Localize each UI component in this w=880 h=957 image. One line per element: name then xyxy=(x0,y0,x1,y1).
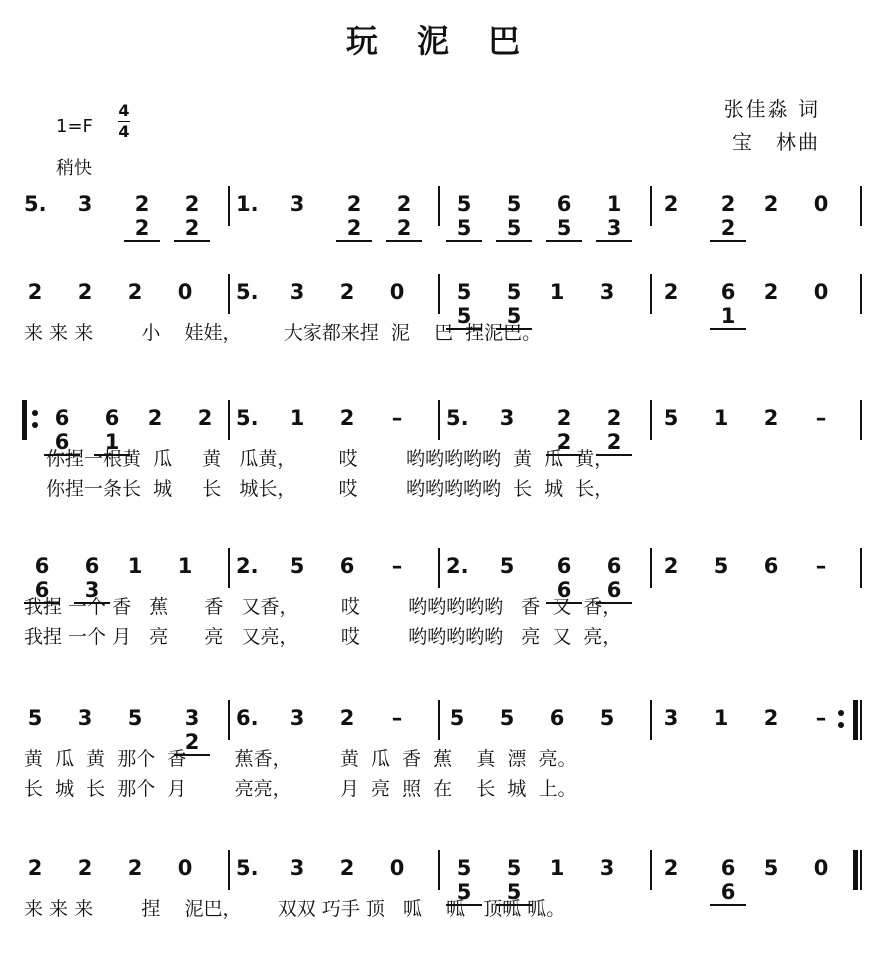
barline xyxy=(650,850,652,890)
note: 5 5 xyxy=(446,280,482,330)
note: – xyxy=(391,554,403,578)
tempo-marking: 稍快 xyxy=(56,158,92,179)
barline xyxy=(860,186,862,226)
key-label: 1=F xyxy=(56,116,93,137)
note: 2 2 xyxy=(546,406,582,456)
note: 2 2 xyxy=(386,192,422,242)
staff-line-3 xyxy=(0,400,880,454)
barline xyxy=(438,186,440,226)
note: 3 xyxy=(289,856,305,880)
time-signature xyxy=(118,102,130,141)
lyric-line: 你捏一根黄 瓜 黄 瓜黄， 哎 哟哟哟哟哟 黄 瓜 黄， xyxy=(46,448,614,470)
note: 2 2 xyxy=(336,192,372,242)
barline xyxy=(650,400,652,440)
barline xyxy=(438,548,440,588)
note: 2 xyxy=(127,280,143,304)
note: 1 xyxy=(713,406,729,430)
barline xyxy=(228,548,230,588)
barline xyxy=(650,548,652,588)
barline xyxy=(860,548,862,588)
note: 5 5 xyxy=(496,856,532,906)
note: 2 xyxy=(663,856,679,880)
note: 3 xyxy=(77,706,93,730)
note: 2 xyxy=(339,280,355,304)
note: 2 xyxy=(339,856,355,880)
note: 5 xyxy=(713,554,729,578)
note: 2 xyxy=(763,406,779,430)
note: 3 xyxy=(289,192,305,216)
note: 5 xyxy=(449,706,465,730)
note: 5 xyxy=(127,706,143,730)
note: 6 6 xyxy=(546,554,582,604)
note: – xyxy=(391,706,403,730)
barline xyxy=(438,700,440,740)
lyric-line: 黄 瓜 黄 那个 香 蕉香， 黄 瓜 香 蕉 真 漂 亮。 xyxy=(24,748,577,770)
time-bottom: 4 xyxy=(118,122,130,141)
note: 0 xyxy=(177,856,193,880)
note: 1 3 xyxy=(596,192,632,242)
note: 5. xyxy=(236,280,259,304)
lyricist-credit: 张佳淼 词 xyxy=(723,97,820,121)
note: 0 xyxy=(389,856,405,880)
note: 6 6 xyxy=(44,406,80,456)
barline xyxy=(860,400,862,440)
repeat-end-dots xyxy=(838,708,844,732)
note: 6 6 xyxy=(24,554,60,604)
note: 2 2 xyxy=(596,406,632,456)
note: 2 xyxy=(127,856,143,880)
note: 3 xyxy=(289,280,305,304)
note: 3 xyxy=(499,406,515,430)
note: 5. xyxy=(236,856,259,880)
staff-line-5 xyxy=(0,700,880,754)
note: 5 xyxy=(663,406,679,430)
barline xyxy=(860,274,862,314)
note: 5 xyxy=(763,856,779,880)
note: 5 5 xyxy=(446,856,482,906)
note: 2 2 xyxy=(710,192,746,242)
note: 1. xyxy=(236,192,259,216)
note: 0 xyxy=(813,280,829,304)
note: 5 5 xyxy=(446,192,482,242)
barline xyxy=(228,274,230,314)
note: 6 3 xyxy=(74,554,110,604)
note: 2. xyxy=(446,554,469,578)
lyric-line: 长 城 长 那个 月 亮亮， 月 亮 照 在 长 城 上。 xyxy=(24,778,577,800)
note: 5. xyxy=(24,192,47,216)
note: 6 1 xyxy=(94,406,130,456)
barline xyxy=(860,850,862,890)
note: 6 xyxy=(339,554,355,578)
composer-credit: 宝 林曲 xyxy=(732,130,820,154)
lyric-line: 你捏一条长 城 长 城长， 哎 哟哟哟哟哟 长 城 长， xyxy=(46,478,614,500)
note: 0 xyxy=(813,856,829,880)
note: 5 xyxy=(27,706,43,730)
note: 2 xyxy=(77,280,93,304)
note: 2 xyxy=(763,706,779,730)
staff-line-2 xyxy=(0,274,880,328)
note: 2 xyxy=(663,554,679,578)
lyric-line: 来 来 来 小 娃娃， 大家都来捏 泥 巴 捏泥巴。 xyxy=(24,322,542,344)
note: 2 xyxy=(27,856,43,880)
barline xyxy=(228,186,230,226)
note: 0 xyxy=(177,280,193,304)
note: 6 5 xyxy=(546,192,582,242)
barline xyxy=(438,274,440,314)
note: 2. xyxy=(236,554,259,578)
note: 2 xyxy=(763,280,779,304)
note: 1 xyxy=(127,554,143,578)
barline xyxy=(438,850,440,890)
lyric-line: 我捏 一个 香 蕉 香 又香， 哎 哟哟哟哟哟 香 又 香， xyxy=(24,596,622,618)
note: 5 xyxy=(599,706,615,730)
note: 5 5 xyxy=(496,280,532,330)
note: 3 xyxy=(289,706,305,730)
note: 5. xyxy=(446,406,469,430)
lyric-line: 来 来 来 捏 泥巴， 双双 巧手 顶 呱 呱 顶呱 呱。 xyxy=(24,898,566,920)
note: 2 xyxy=(763,192,779,216)
note: 3 xyxy=(663,706,679,730)
note: – xyxy=(391,406,403,430)
note: 3 2 xyxy=(174,706,210,756)
note: 2 xyxy=(339,706,355,730)
barline xyxy=(438,400,440,440)
note: 3 xyxy=(599,280,615,304)
note: 0 xyxy=(389,280,405,304)
repeat-start-dots xyxy=(32,408,38,432)
note: 0 xyxy=(813,192,829,216)
note: 5 xyxy=(499,706,515,730)
note: 6 6 xyxy=(710,856,746,906)
lyric-line: 我捏 一个 月 亮 亮 又亮， 哎 哟哟哟哟哟 亮 又 亮， xyxy=(24,626,622,648)
note: 2 xyxy=(77,856,93,880)
note: 6. xyxy=(236,706,259,730)
note: 1 xyxy=(289,406,305,430)
note: 1 xyxy=(713,706,729,730)
note: 1 xyxy=(549,856,565,880)
barline xyxy=(228,400,230,440)
staff-line-6 xyxy=(0,850,880,904)
note: 2 xyxy=(339,406,355,430)
note: 6 xyxy=(549,706,565,730)
final-barline xyxy=(853,850,858,890)
barline xyxy=(650,274,652,314)
note: 3 xyxy=(599,856,615,880)
repeat-end-barline xyxy=(853,700,858,740)
note: 2 xyxy=(663,192,679,216)
barline xyxy=(860,700,862,740)
note: – xyxy=(815,706,827,730)
note: – xyxy=(815,554,827,578)
note: 6 1 xyxy=(710,280,746,330)
note: 2 2 xyxy=(124,192,160,242)
note: 1 xyxy=(177,554,193,578)
note: 5 xyxy=(289,554,305,578)
key-signature xyxy=(56,116,93,137)
note: 2 xyxy=(197,406,213,430)
note: 2 2 xyxy=(174,192,210,242)
note: – xyxy=(815,406,827,430)
barline xyxy=(650,700,652,740)
barline xyxy=(650,186,652,226)
note: 5. xyxy=(236,406,259,430)
song-title: 玩 泥 巴 xyxy=(345,22,535,60)
note: 2 xyxy=(27,280,43,304)
note: 5 5 xyxy=(496,192,532,242)
repeat-start-barline xyxy=(22,400,27,440)
note: 6 xyxy=(763,554,779,578)
note: 3 xyxy=(77,192,93,216)
staff-line-4 xyxy=(0,548,880,602)
note: 2 xyxy=(663,280,679,304)
note: 2 xyxy=(147,406,163,430)
time-top: 4 xyxy=(118,101,130,120)
note: 1 xyxy=(549,280,565,304)
barline xyxy=(228,850,230,890)
barline xyxy=(228,700,230,740)
staff-line-1 xyxy=(0,186,880,240)
note: 5 xyxy=(499,554,515,578)
note: 6 6 xyxy=(596,554,632,604)
